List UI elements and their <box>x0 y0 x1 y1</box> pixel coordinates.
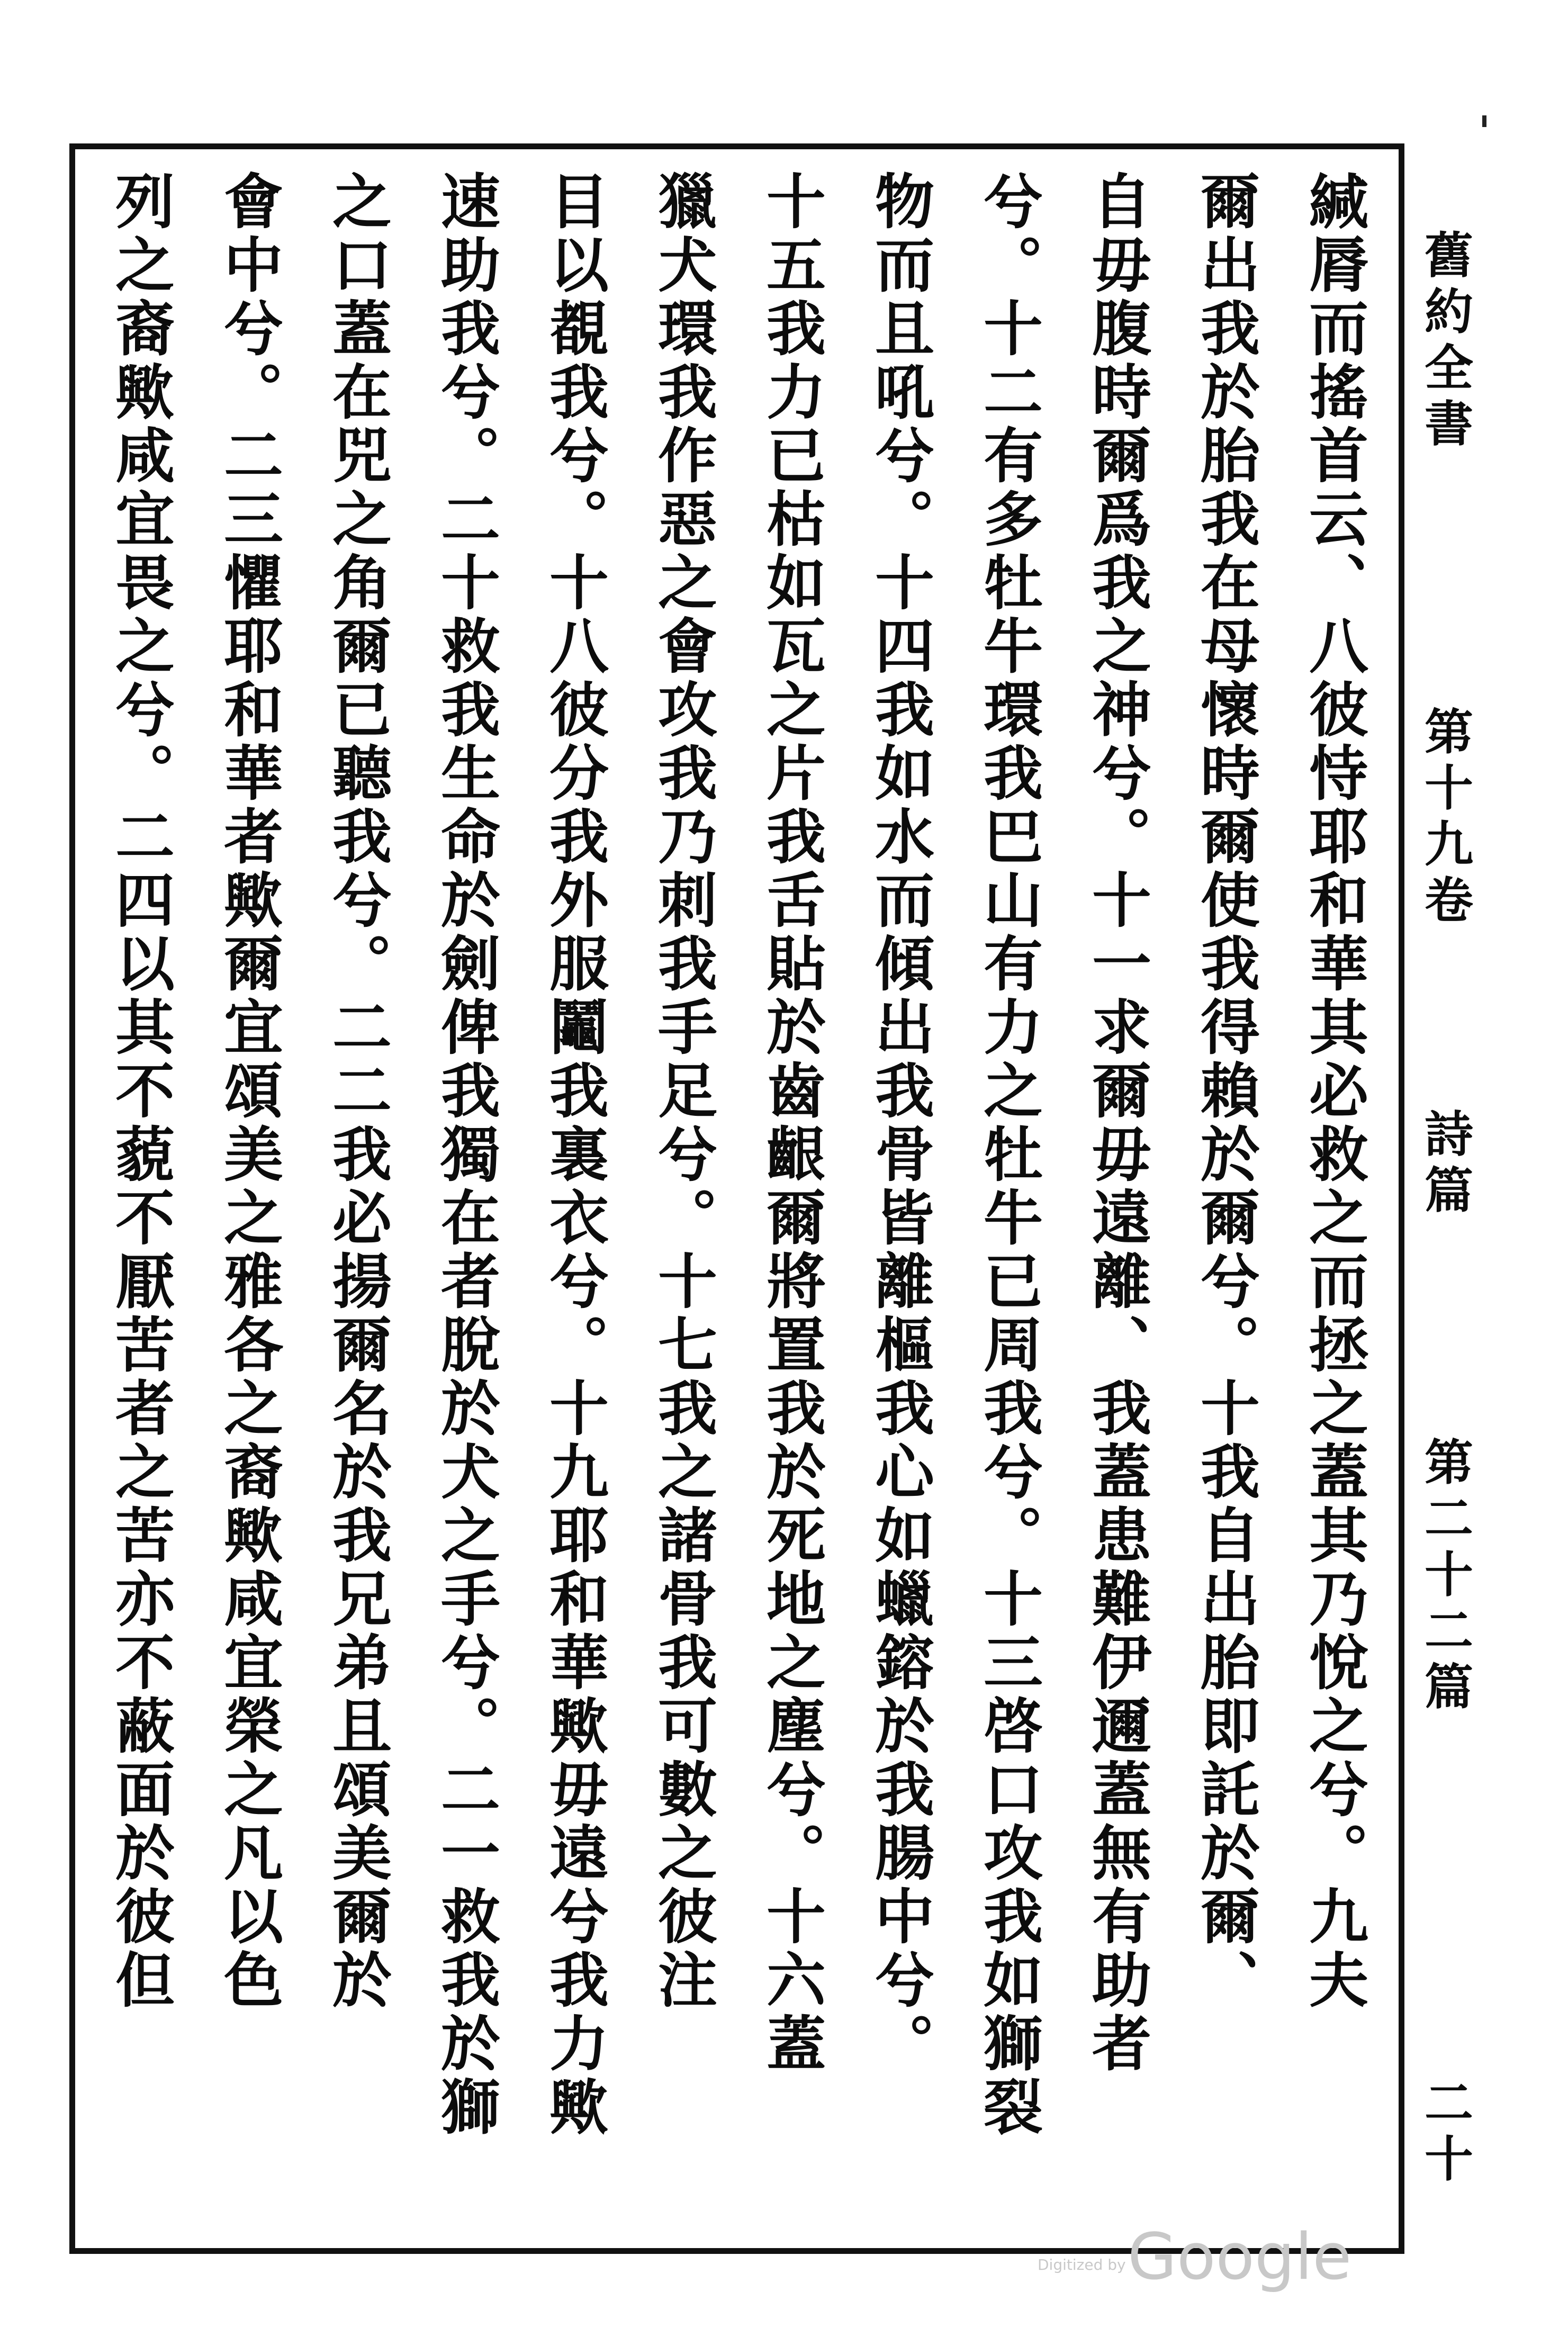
text-column: 緘脣而搖首云、八彼恃耶和華其必救之而拯之蓋其乃悅之兮。九夫 <box>1299 170 1369 2013</box>
corner-mark <box>1482 115 1486 127</box>
volume-label: 第十九卷 <box>1424 703 1473 929</box>
running-header <box>1414 228 1483 2239</box>
watermark-caption: Digitized by <box>1038 2256 1126 2273</box>
text-column: 目以覩我兮。十八彼分我外服鬮我裏衣兮。十九耶和華歟毋遠兮我力歟 <box>539 170 609 2140</box>
section-label: 詩篇 <box>1424 1106 1473 1219</box>
chapter-label: 第二十二篇 <box>1424 1434 1473 1716</box>
text-column: 物而且吼兮。十四我如水而傾出我骨皆離樞我心如蠟鎔於我腸中兮。 <box>865 170 935 2076</box>
text-column: 兮。十二有多牡牛環我巴山有力之牡牛已周我兮。十三啓口攻我如獅裂 <box>974 170 1043 2140</box>
watermark-logo: Google <box>1128 2221 1352 2294</box>
text-column: 會中兮。二三懼耶和華者歟爾宜頌美之雅各之裔歟咸宜榮之凡以色 <box>214 170 284 2013</box>
book-title: 舊約全書 <box>1424 227 1473 453</box>
text-frame <box>69 143 1404 2254</box>
text-column: 速助我兮。二十救我生命於劍俾我獨在者脫於犬之手兮。二一救我於獅 <box>431 170 501 2140</box>
text-column: 十五我力已枯如瓦之片我舌貼於齒齦爾將置我於死地之塵兮。十六蓋 <box>756 170 826 2076</box>
text-column: 獵犬環我作惡之會攻我乃刺我手足兮。十七我之諸骨我可數之彼注 <box>648 170 718 2013</box>
text-column: 自毋腹時爾爲我之神兮。十一求爾毋遠離、我蓋患難伊邇蓋無有助者 <box>1082 170 1152 2076</box>
text-column: 列之裔歟咸宜畏之兮。二四以其不藐不厭苦者之苦亦不蔽面於彼但 <box>105 170 175 2013</box>
text-column: 爾出我於胎我在母懷時爾使我得賴於爾兮。十我自出胎即託於爾、 <box>1191 170 1260 2013</box>
page-number: 二十 <box>1424 2074 1473 2188</box>
text-column: 之口蓋在兕之角爾已聽我兮。二二我必揚爾名於我兄弟且頌美爾於 <box>322 170 392 2013</box>
